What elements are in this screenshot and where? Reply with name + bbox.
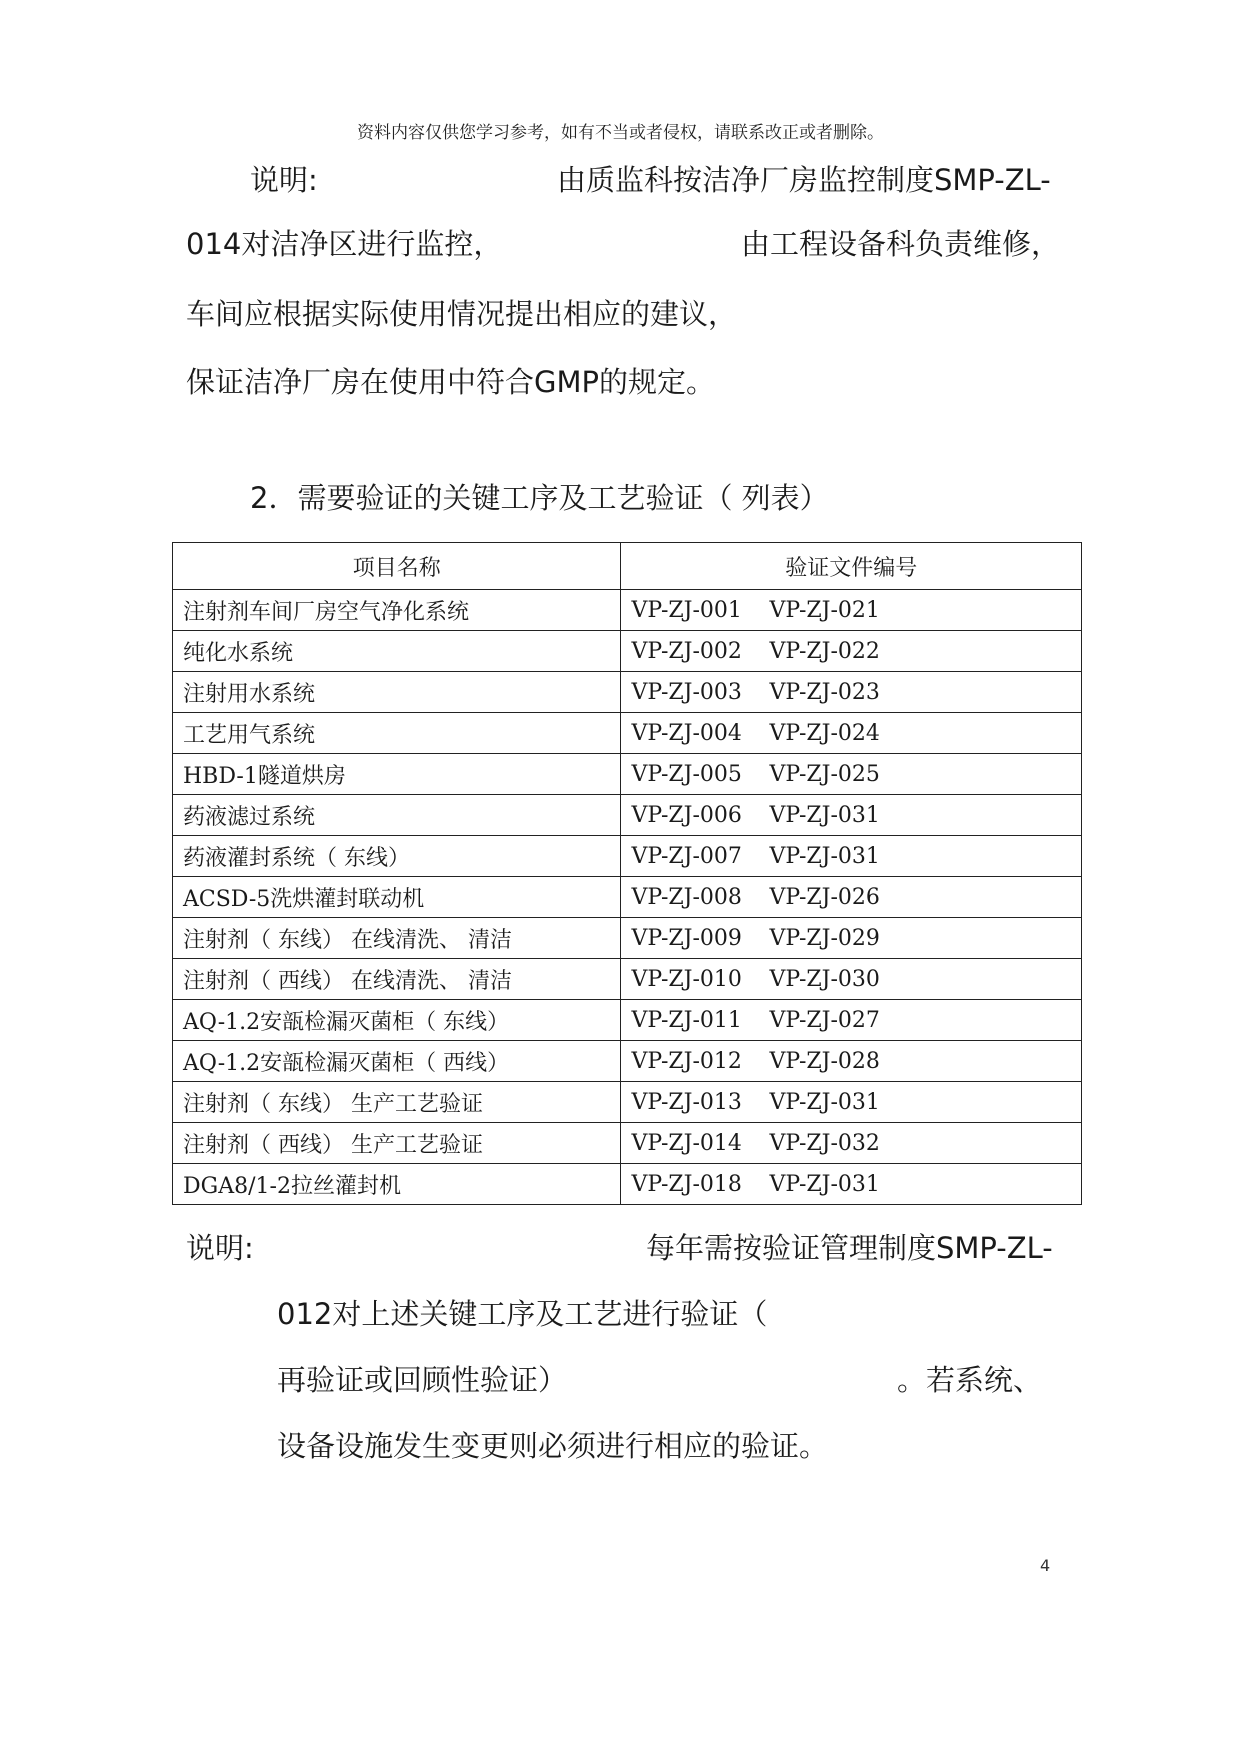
doc-code-primary: VP-ZJ-005 xyxy=(631,761,742,787)
doc-number-cell xyxy=(621,918,1082,959)
doc-code-secondary: VP-ZJ-025 xyxy=(769,761,880,787)
section3-label: 说明: xyxy=(186,1231,254,1265)
doc-code-secondary: VP-ZJ-028 xyxy=(769,1048,880,1074)
header-note: 资料内容仅供您学习参考，如有不当或者侵权，请联系改正或者删除。 xyxy=(357,123,884,143)
doc-number-cell xyxy=(621,590,1082,631)
doc-number-cell xyxy=(621,713,1082,754)
doc-code-primary: VP-ZJ-018 xyxy=(631,1171,742,1197)
doc-code-primary: VP-ZJ-010 xyxy=(631,966,742,992)
project-name-cell: AQ-1.2安瓿检漏灭菌柜（ 西线） xyxy=(173,1041,621,1082)
project-name-cell: AQ-1.2安瓿检漏灭菌柜（ 东线） xyxy=(173,1000,621,1041)
doc-code-secondary: VP-ZJ-024 xyxy=(769,720,880,746)
doc-number-cell xyxy=(621,1123,1082,1164)
section3-line1: 每年需按验证管理制度SMP-ZL- xyxy=(646,1231,1053,1265)
table-row xyxy=(173,918,1082,959)
table-row xyxy=(173,631,1082,672)
doc-code-primary: VP-ZJ-002 xyxy=(631,638,742,664)
doc-number-cell xyxy=(621,754,1082,795)
doc-code-primary: VP-ZJ-003 xyxy=(631,679,742,705)
doc-number-cell xyxy=(621,795,1082,836)
table-row xyxy=(173,590,1082,631)
doc-number-cell xyxy=(621,672,1082,713)
doc-code-primary: VP-ZJ-001 xyxy=(631,597,742,623)
doc-code-secondary: VP-ZJ-021 xyxy=(769,597,880,623)
section1-line3: 车间应根据实际使用情况提出相应的建议， xyxy=(186,297,738,331)
header-doc-number: 验证文件编号 xyxy=(621,543,1082,590)
project-name-cell: 药液滤过系统 xyxy=(173,795,621,836)
table-row xyxy=(173,713,1082,754)
doc-code-primary: VP-ZJ-014 xyxy=(631,1130,742,1156)
doc-number-cell xyxy=(621,1082,1082,1123)
table-row xyxy=(173,1082,1082,1123)
project-name-cell: 纯化水系统 xyxy=(173,631,621,672)
doc-code-primary: VP-ZJ-007 xyxy=(631,843,742,869)
project-name-cell: 注射剂（ 西线） 在线清洗、 清洁 xyxy=(173,959,621,1000)
section3-line4: 设备设施发生变更则必须进行相应的验证。 xyxy=(277,1429,829,1463)
project-name-cell: 注射剂（ 东线） 在线清洗、 清洁 xyxy=(173,918,621,959)
doc-code-secondary: VP-ZJ-031 xyxy=(769,802,880,828)
section1-line2b: 由工程设备科负责维修， xyxy=(741,227,1061,261)
validation-table xyxy=(172,542,1082,1205)
doc-code-secondary: VP-ZJ-031 xyxy=(769,1171,880,1197)
doc-code-secondary: VP-ZJ-027 xyxy=(769,1007,880,1033)
table-row xyxy=(173,1000,1082,1041)
doc-code-secondary: VP-ZJ-032 xyxy=(769,1130,880,1156)
table-row xyxy=(173,795,1082,836)
project-name-cell: 注射用水系统 xyxy=(173,672,621,713)
header-project-name: 项目名称 xyxy=(173,543,621,590)
section3-line2: 012对上述关键工序及工艺进行验证（ xyxy=(277,1297,768,1331)
doc-code-primary: VP-ZJ-006 xyxy=(631,802,742,828)
section1-line2a: 014对洁净区进行监控， xyxy=(186,227,503,261)
section1-label: 说明: xyxy=(250,163,318,197)
table-row xyxy=(173,754,1082,795)
table-row xyxy=(173,959,1082,1000)
section3-line3b: 。若系统、 xyxy=(897,1363,1043,1397)
project-name-cell: 工艺用气系统 xyxy=(173,713,621,754)
doc-code-primary: VP-ZJ-011 xyxy=(631,1007,742,1033)
doc-code-secondary: VP-ZJ-031 xyxy=(769,1089,880,1115)
table-row xyxy=(173,1164,1082,1205)
table-header-row xyxy=(173,543,1082,590)
project-name-cell: 注射剂（ 西线） 生产工艺验证 xyxy=(173,1123,621,1164)
project-name-cell: DGA8/1-2拉丝灌封机 xyxy=(173,1164,621,1205)
doc-code-secondary: VP-ZJ-023 xyxy=(769,679,880,705)
doc-number-cell xyxy=(621,1041,1082,1082)
doc-code-primary: VP-ZJ-008 xyxy=(631,884,742,910)
doc-code-secondary: VP-ZJ-026 xyxy=(769,884,880,910)
doc-code-secondary: VP-ZJ-030 xyxy=(769,966,880,992)
project-name-cell: 药液灌封系统（ 东线） xyxy=(173,836,621,877)
doc-number-cell xyxy=(621,1000,1082,1041)
section1-line4: 保证洁净厂房在使用中符合GMP的规定。 xyxy=(186,365,715,399)
doc-code-secondary: VP-ZJ-022 xyxy=(769,638,880,664)
table-row xyxy=(173,672,1082,713)
project-name-cell: HBD-1隧道烘房 xyxy=(173,754,621,795)
table-row xyxy=(173,1041,1082,1082)
section1-line1: 由质监科按洁净厂房监控制度SMP-ZL- xyxy=(557,163,1051,197)
page-number: 4 xyxy=(1040,1556,1051,1575)
doc-number-cell xyxy=(621,959,1082,1000)
doc-code-secondary: VP-ZJ-031 xyxy=(769,843,880,869)
doc-number-cell xyxy=(621,1164,1082,1205)
doc-code-primary: VP-ZJ-013 xyxy=(631,1089,742,1115)
project-name-cell: 注射剂（ 东线） 生产工艺验证 xyxy=(173,1082,621,1123)
project-name-cell: 注射剂车间厂房空气净化系统 xyxy=(173,590,621,631)
project-name-cell: ACSD-5洗烘灌封联动机 xyxy=(173,877,621,918)
doc-number-cell xyxy=(621,836,1082,877)
doc-code-primary: VP-ZJ-009 xyxy=(631,925,742,951)
doc-number-cell xyxy=(621,631,1082,672)
doc-number-cell xyxy=(621,877,1082,918)
section2-title: 2．需要验证的关键工序及工艺验证（ 列表） xyxy=(250,481,829,515)
table-row xyxy=(173,877,1082,918)
section3-line3a: 再验证或回顾性验证） xyxy=(277,1363,568,1397)
doc-code-secondary: VP-ZJ-029 xyxy=(769,925,880,951)
table-row xyxy=(173,1123,1082,1164)
doc-code-primary: VP-ZJ-012 xyxy=(631,1048,742,1074)
table-row xyxy=(173,836,1082,877)
doc-code-primary: VP-ZJ-004 xyxy=(631,720,742,746)
